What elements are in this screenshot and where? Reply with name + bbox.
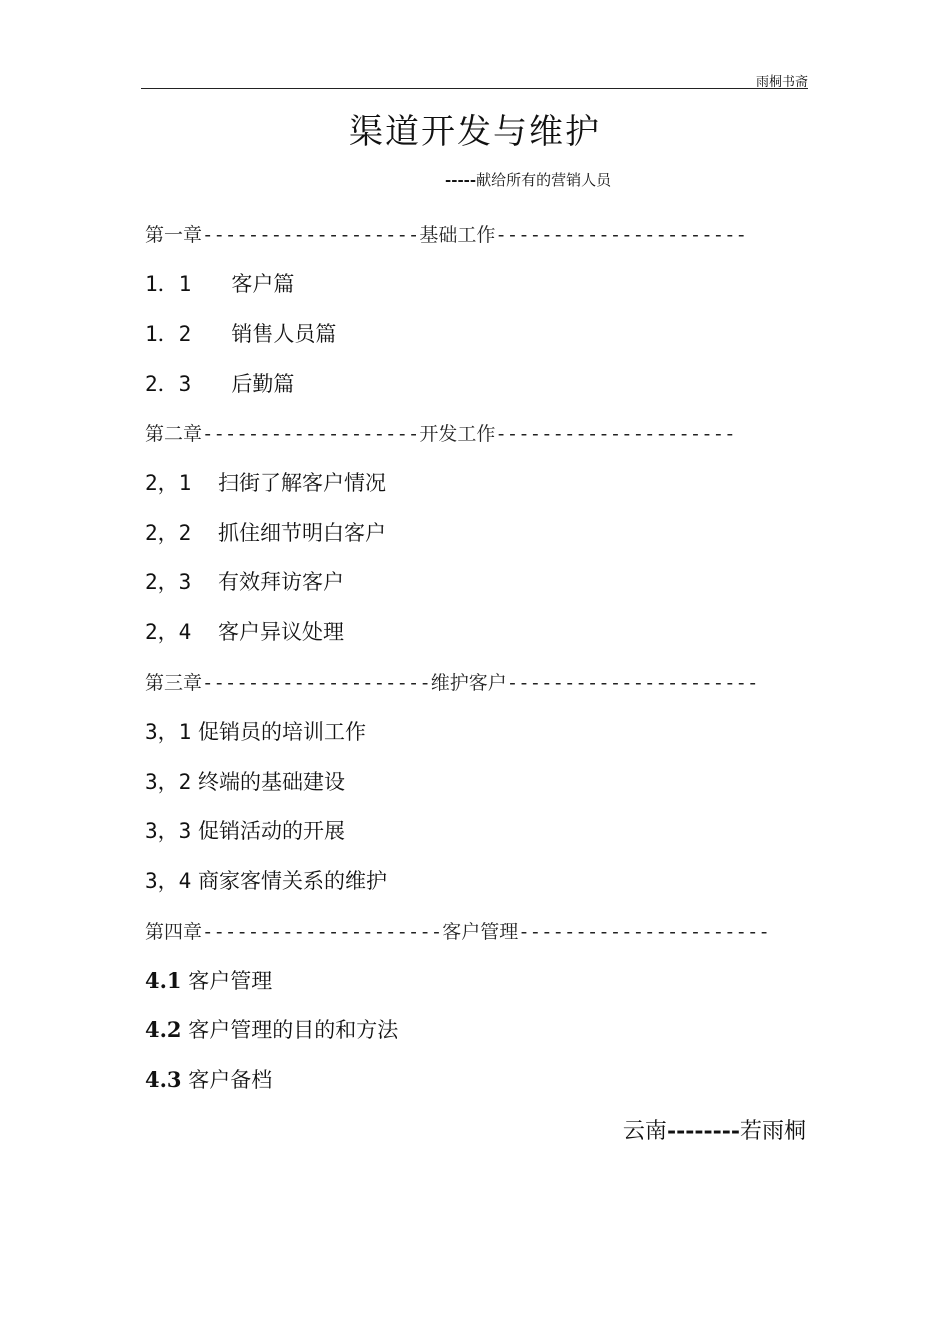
toc-item-text: 客户管理的目的和方法 [188, 1018, 399, 1042]
toc-item-gap [191, 521, 218, 545]
toc-item-text: 客户异议处理 [218, 620, 344, 644]
toc-item [145, 369, 294, 399]
toc-item-gap [191, 570, 218, 594]
toc-item-number: 2，1 [145, 471, 192, 495]
toc-item-number: 3，2 [145, 770, 192, 794]
toc-item-text: 终端的基础建设 [197, 770, 345, 794]
toc-item-gap [191, 620, 218, 644]
signature-place: 云南 [622, 1119, 667, 1144]
toc-item [145, 518, 386, 548]
toc-item [145, 717, 366, 747]
running-header: 雨桐书斋 [755, 75, 808, 90]
toc-item-gap [191, 372, 231, 396]
toc-item-number: 4.1 [145, 968, 182, 993]
toc-item-number: 1．1 [145, 272, 192, 296]
toc-item [145, 866, 387, 896]
toc-item-text: 扫街了解客户情况 [218, 471, 386, 495]
header-rule [141, 88, 808, 89]
toc-item-number: 4.2 [145, 1017, 182, 1042]
signature-name: 若雨桐 [739, 1119, 806, 1144]
toc-item-gap [191, 819, 198, 843]
toc-item-text: 有效拜访客户 [218, 570, 344, 594]
toc-item [145, 468, 386, 498]
toc-item-number: 3，4 [145, 869, 192, 893]
toc-item-gap [191, 272, 231, 296]
toc-item [145, 767, 345, 797]
toc-item-number: 2，4 [145, 620, 192, 644]
toc-item [145, 567, 344, 597]
toc-item-gap [191, 322, 231, 346]
toc-item-gap [191, 471, 218, 495]
chapter-heading: 第三章--------------------维护客户---------------------- [145, 672, 759, 694]
author-signature [623, 1114, 806, 1145]
toc-item-text: 销售人员篇 [231, 322, 337, 346]
subtitle-dashes: ----- [445, 171, 477, 189]
document-title: 渠道开发与维护 [349, 112, 601, 152]
subtitle-text: 献给所有的营销人员 [476, 171, 612, 189]
toc-item-text: 促销员的培训工作 [197, 720, 366, 744]
toc-item-number: 1．2 [145, 322, 192, 346]
toc-item-number: 4.3 [145, 1067, 182, 1092]
toc-item-number: 3，3 [145, 819, 192, 843]
toc-item-text: 促销活动的开展 [197, 819, 345, 843]
toc-item [145, 319, 336, 349]
toc-item [145, 269, 294, 299]
chapter-heading: 第二章-------------------开发工作--------------------- [145, 423, 736, 445]
toc-item-text: 抓住细节明白客户 [218, 521, 386, 545]
toc-item-text: 客户管理 [188, 969, 273, 993]
toc-item [145, 966, 272, 996]
toc-item-gap [191, 770, 198, 794]
toc-item-number: 2．3 [145, 372, 192, 396]
toc-item-gap [191, 720, 198, 744]
toc-item-text: 后勤篇 [231, 372, 295, 396]
toc-item [145, 617, 344, 647]
toc-item-number: 2，3 [145, 570, 192, 594]
chapter-heading: 第一章-------------------基础工作---------------------- [145, 224, 747, 246]
toc-item-text: 商家客情关系的维护 [197, 869, 387, 893]
toc-item-text: 客户备档 [188, 1068, 273, 1092]
toc-item-gap [191, 869, 198, 893]
document-subtitle [445, 169, 611, 190]
toc-item [145, 1065, 272, 1095]
toc-item-number: 2，2 [145, 521, 192, 545]
chapter-heading: 第四章---------------------客户管理---------------------- [145, 921, 770, 943]
signature-dashes: -------- [666, 1118, 740, 1144]
toc-item-number: 3，1 [145, 720, 192, 744]
toc-item [145, 816, 345, 846]
toc-item [145, 1015, 398, 1045]
toc-item-text: 客户篇 [231, 272, 295, 296]
